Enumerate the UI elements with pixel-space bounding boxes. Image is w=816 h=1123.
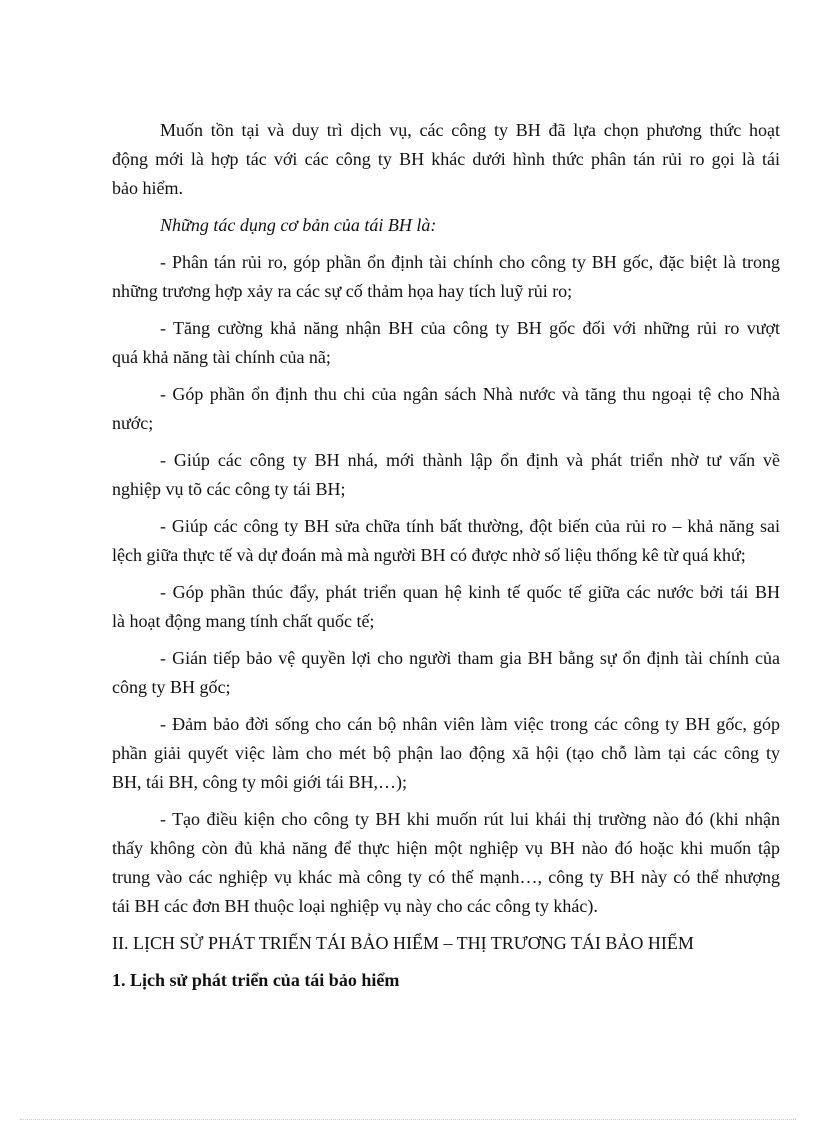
text-line: 1. Lịch sử phát triển của tái bảo hiểm xyxy=(112,970,400,990)
text-line: Những tác dụng cơ bản của tái BH là: xyxy=(160,215,437,235)
text-line: nghiệp vụ tõ các công ty tái BH; xyxy=(112,479,346,499)
text-line: những trương hợp xảy ra các sự cố thảm họa hay tích luỹ rủi ro; xyxy=(112,281,573,301)
paragraph xyxy=(112,578,780,636)
paragraph xyxy=(112,446,780,504)
text-line: - Tạo điều kiện cho công ty BH khi muốn rút lui khái thị trường nào đó (khi nhận xyxy=(160,809,780,829)
text-line: tái BH các đơn BH thuộc loại nghiệp vụ này cho các công ty khác). xyxy=(112,896,598,916)
text-line: - Góp phần ổn định thu chi của ngân sách Nhà nước và tăng thu ngoại tệ cho Nhà xyxy=(160,384,780,404)
text-line: thấy không còn đủ khả năng để thực hiện một nghiệp vụ BH nào đó hoặc khi muốn tập xyxy=(112,838,780,858)
paragraph xyxy=(112,380,780,438)
paragraph xyxy=(112,710,780,797)
text-line: công ty BH gốc; xyxy=(112,677,231,697)
paragraph xyxy=(112,805,780,921)
paragraph xyxy=(112,314,780,372)
paragraph xyxy=(112,512,780,570)
section-heading xyxy=(112,929,780,958)
text-line: nước; xyxy=(112,413,154,433)
text-line: động mới là hợp tác với các công ty BH khác dưới hình thức phân tán rủi ro gọi là tái xyxy=(112,149,780,169)
paragraph xyxy=(112,248,780,306)
text-line: bảo hiểm. xyxy=(112,178,183,198)
text-line: - Giúp các công ty BH sửa chữa tính bất thường, đột biến của rủi ro – khả năng sai xyxy=(160,516,780,536)
text-line: phần giải quyết việc làm cho mét bộ phận lao động xã hội (tạo chỗ làm tại các công ty xyxy=(112,743,780,763)
paragraph xyxy=(112,116,780,203)
text-line: - Giúp các công ty BH nhá, mới thành lập ổn định và phát triển nhờ tư vấn về xyxy=(160,450,780,470)
text-line: quá khả năng tài chính của nã; xyxy=(112,347,331,367)
text-line: - Góp phần thúc đẩy, phát triển quan hệ kinh tế quốc tế giữa các nước bởi tái BH xyxy=(160,582,780,602)
text-line: là hoạt động mang tính chất quốc tế; xyxy=(112,611,375,631)
text-line: lệch giữa thực tế và dự đoán mà mà người BH có được nhờ số liệu thống kê từ quá khứ; xyxy=(112,545,746,565)
text-line: - Đảm bảo đời sống cho cán bộ nhân viên làm việc trong các công ty BH gốc, góp xyxy=(160,714,780,734)
paragraph xyxy=(112,211,780,240)
text-line: - Gián tiếp bảo vệ quyền lợi cho người tham gia BH bằng sự ổn định tài chính của xyxy=(160,648,780,668)
text-line: - Phân tán rủi ro, góp phần ổn định tài chính cho công ty BH gốc, đặc biệt là trong xyxy=(160,252,780,272)
text-line: Muốn tồn tại và duy trì dịch vụ, các công ty BH đã lựa chọn phương thức hoạt xyxy=(160,120,780,140)
text-line: BH, tái BH, công ty môi giới tái BH,…); xyxy=(112,772,408,792)
text-line: - Tăng cường khả năng nhận BH của công ty BH gốc đối với những rủi ro vượt xyxy=(160,318,780,338)
page-bottom-divider xyxy=(20,1119,796,1120)
section-heading xyxy=(112,966,780,995)
paragraph xyxy=(112,644,780,702)
text-line: trung vào các nghiệp vụ khác mà công ty có thế mạnh…, công ty BH này có thể nhượng xyxy=(112,867,780,887)
document-body xyxy=(112,116,780,1003)
text-line: II. LỊCH SỬ PHÁT TRIỂN TÁI BẢO HIỂM – THỊ TRƯƠNG TÁI BẢO HIỂM xyxy=(112,933,694,953)
